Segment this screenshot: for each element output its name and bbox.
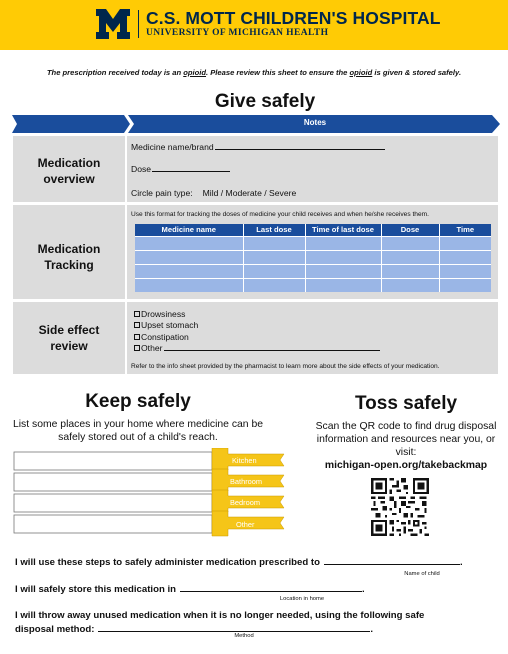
block-m-logo: [96, 9, 130, 39]
location-in-home-caption: Location in home: [279, 596, 325, 602]
table-cell[interactable]: [135, 264, 243, 278]
intro-text: [0, 68, 508, 77]
tracking-label: [13, 241, 125, 273]
checkbox[interactable]: [134, 322, 140, 328]
table-cell[interactable]: [305, 236, 381, 250]
side-effect-drowsiness[interactable]: [134, 309, 185, 319]
place-bedroom: Bedroom: [230, 498, 260, 507]
intro-part1: The prescription received today is an: [46, 68, 184, 77]
checkbox[interactable]: [134, 311, 140, 317]
qr-code-icon[interactable]: [371, 478, 429, 536]
dose-line: [152, 171, 230, 172]
medicine-name-line: [215, 149, 385, 150]
intro-opioid-2: opioid: [349, 68, 373, 77]
toss-safely-heading: Toss safely: [354, 393, 458, 414]
logo-divider: [138, 10, 139, 38]
table-cell[interactable]: [305, 278, 381, 292]
store-commitment[interactable]: I will safely store this medication in .: [15, 584, 365, 595]
overview-label-line2: overview: [43, 172, 95, 186]
table-cell[interactable]: [135, 236, 243, 250]
overview-label: [13, 155, 125, 187]
side-effect-option-label: Other: [141, 343, 163, 353]
place-bathroom: Bathroom: [230, 477, 263, 486]
tracking-table: [135, 224, 491, 292]
notes-label: Notes: [303, 118, 327, 127]
table-row: [135, 278, 491, 292]
storage-line-2: [14, 473, 212, 491]
table-row: [135, 250, 491, 264]
table-cell[interactable]: [439, 264, 491, 278]
table-cell[interactable]: [305, 250, 381, 264]
table-cell[interactable]: [439, 278, 491, 292]
health-system-name: UNIVERSITY OF MICHIGAN HEALTH: [146, 28, 329, 38]
give-safely-heading: Give safely: [214, 91, 316, 112]
checkbox[interactable]: [134, 345, 140, 351]
keep-safely-description: List some places in your home where medicine can be safely stored out of a child's reach.: [12, 419, 264, 443]
intro-opioid-1: opioid: [183, 68, 207, 77]
side-effect-other[interactable]: [134, 343, 380, 353]
table-cell[interactable]: [243, 264, 305, 278]
side-effect-label-line1: Side effect: [38, 323, 100, 337]
tracking-instructions: Use this format for tracking the doses of medicine your child receives and when he/she receives them.: [131, 211, 429, 218]
name-of-child-caption: Name of child: [404, 571, 440, 577]
intro-part3: is given & stored safely.: [372, 68, 462, 77]
other-line: [164, 350, 380, 351]
col-last-dose: Last dose: [243, 224, 305, 236]
side-effect-option-label: Constipation: [141, 332, 189, 342]
place-other: Other: [236, 520, 255, 529]
storage-line-1: [14, 452, 212, 470]
toss-safely-description: Scan the QR code to find drug disposal information and resources near you, or visit:: [315, 421, 497, 458]
table-cell[interactable]: [381, 264, 439, 278]
administer-text: I will use these steps to safely administer medication prescribed to: [15, 557, 320, 568]
side-effect-constipation[interactable]: [134, 332, 189, 342]
tracking-table-header: [135, 224, 491, 236]
tracking-label-line2: Tracking: [44, 258, 94, 272]
table-cell[interactable]: [243, 278, 305, 292]
pain-type-options[interactable]: Mild / Moderate / Severe: [202, 188, 297, 198]
col-medicine-name: Medicine name: [135, 224, 243, 236]
table-cell[interactable]: [381, 250, 439, 264]
side-effect-option-label: Upset stomach: [141, 320, 199, 330]
side-effect-option-label: Drowsiness: [141, 309, 186, 319]
hospital-name: C.S. MOTT CHILDREN'S HOSPITAL: [146, 8, 441, 28]
col-time: Time: [439, 224, 491, 236]
store-text: I will safely store this medication in: [15, 584, 177, 595]
header-banner: [0, 0, 508, 50]
table-cell[interactable]: [381, 236, 439, 250]
keep-safely-heading: Keep safely: [85, 391, 191, 412]
table-cell[interactable]: [381, 278, 439, 292]
table-cell[interactable]: [243, 236, 305, 250]
overview-label-line1: Medication: [37, 156, 101, 170]
table-cell[interactable]: [135, 250, 243, 264]
notes-arrow-bar: [12, 115, 500, 133]
table-cell[interactable]: [243, 250, 305, 264]
intro-part2: . Please review this sheet to ensure the: [206, 68, 350, 77]
medicine-name-label: Medicine name/brand: [131, 142, 214, 152]
side-effect-upset-stomach[interactable]: [134, 320, 198, 330]
method-line: [98, 631, 370, 632]
pain-type-prompt: Circle pain type:: [131, 188, 193, 198]
side-effect-label: [13, 322, 125, 354]
checkbox[interactable]: [134, 334, 140, 340]
storage-line-3: [14, 494, 212, 512]
method-caption: Method: [234, 633, 254, 639]
name-of-child-line: [324, 564, 460, 565]
table-cell[interactable]: [439, 250, 491, 264]
takeback-map-link[interactable]: michigan-open.org/takebackmap: [324, 460, 488, 471]
table-cell[interactable]: [305, 264, 381, 278]
side-effect-label-line2: review: [50, 339, 88, 353]
table-cell[interactable]: [135, 278, 243, 292]
place-kitchen: Kitchen: [232, 456, 257, 465]
dispose-text: disposal method:: [15, 624, 95, 635]
dose-label: Dose: [131, 164, 152, 174]
tracking-label-line1: Medication: [37, 242, 101, 256]
side-effect-footnote: Refer to the info sheet provided by the pharmacist to learn more about the side effects of your medication.: [131, 363, 440, 370]
storage-line-4: [14, 515, 212, 533]
pain-type-row: [131, 188, 296, 198]
table-row: [135, 236, 491, 250]
administer-commitment[interactable]: I will use these steps to safely administer medication prescribed to .: [15, 557, 463, 568]
location-in-home-line: [180, 591, 362, 592]
col-dose: Dose: [381, 224, 439, 236]
dispose-commitment[interactable]: disposal method: .: [15, 624, 374, 635]
col-time-of-last-dose: Time of last dose: [305, 224, 381, 236]
table-row: [135, 264, 491, 278]
medicine-name-field[interactable]: [131, 142, 385, 152]
dose-field[interactable]: [131, 164, 230, 174]
table-cell[interactable]: [439, 236, 491, 250]
dispose-commitment-line1: I will throw away unused medication when it is no longer needed, using the following safe: [15, 610, 425, 621]
